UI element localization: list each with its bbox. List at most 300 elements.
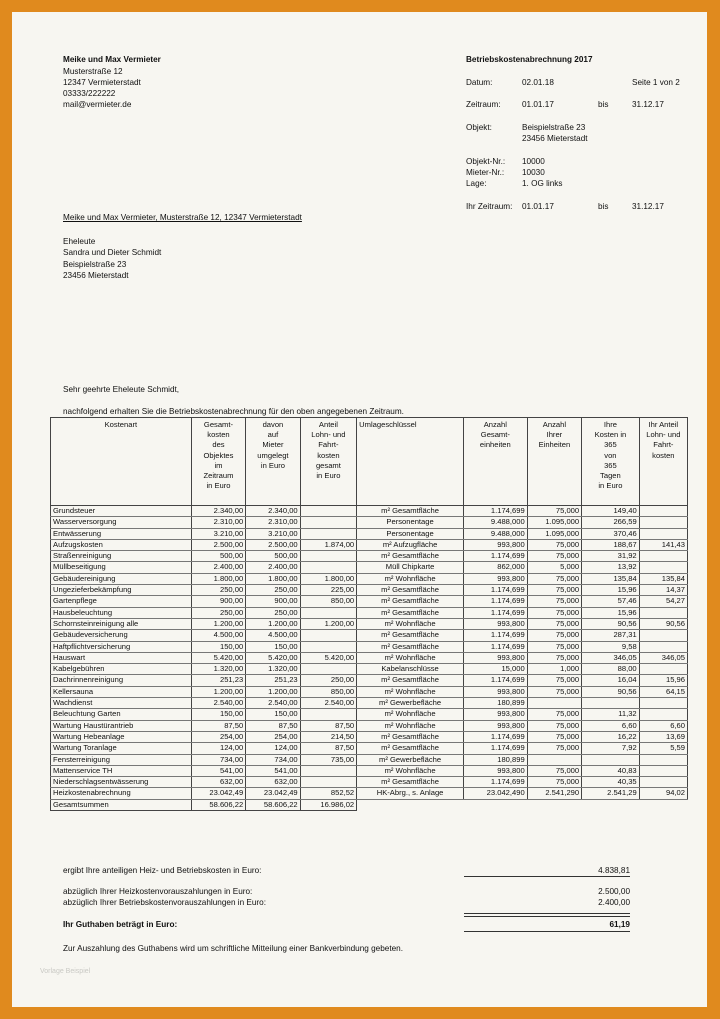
total-gesamtkosten: 58.606,22: [191, 799, 245, 810]
sender-email: mail@vermieter.de: [63, 100, 132, 109]
cell-gesamteinheiten: 1.174,699: [464, 743, 528, 754]
cell-lohnanteil: 225,00: [300, 585, 357, 596]
cell-ihr-lohnanteil: [639, 630, 687, 641]
total-empty-cell: [357, 799, 464, 810]
cell-lohnanteil: 1.874,00: [300, 539, 357, 550]
cell-ihr-lohnanteil: 94,02: [639, 788, 687, 799]
cell-ihr-lohnanteil: 64,15: [639, 686, 687, 697]
datum-label: Datum:: [466, 78, 493, 87]
recipient-line: 23456 Mieterstadt: [63, 271, 129, 280]
mieter-nr: 10030: [522, 168, 545, 177]
zeitraum-to: 31.12.17: [632, 100, 664, 109]
cell-ihr-lohnanteil: 141,43: [639, 539, 687, 550]
divider: [464, 931, 630, 932]
cell-ihre-kosten: 7,92: [582, 743, 640, 754]
cell-gesamtkosten: 1.800,00: [191, 573, 245, 584]
cell-umlageschluessel: m² Gesamtfläche: [357, 607, 464, 618]
table-row: [51, 664, 688, 675]
cell-kostenart: Gebäudeversicherung: [51, 630, 192, 641]
cell-ihre-einheiten: 75,000: [527, 596, 581, 607]
cell-kostenart: Wartung Toranlage: [51, 743, 192, 754]
cell-gesamteinheiten: 1.174,699: [464, 731, 528, 742]
cell-ihr-lohnanteil: [639, 754, 687, 765]
cell-ihr-lohnanteil: [639, 607, 687, 618]
cell-lohnanteil: [300, 551, 357, 562]
objekt-nr-label: Objekt-Nr.:: [466, 157, 506, 166]
table-row: [51, 630, 688, 641]
cell-ihre-kosten: 15,96: [582, 607, 640, 618]
cell-gesamteinheiten: 1.174,699: [464, 506, 528, 517]
heat-advance-value: 2.500,00: [598, 887, 630, 896]
cell-umlageschluessel: m² Gesamtfläche: [357, 731, 464, 742]
table-row: [51, 517, 688, 528]
cell-kostenart: Kabelgebühren: [51, 664, 192, 675]
cell-lohnanteil: [300, 777, 357, 788]
divider: [464, 876, 630, 877]
cell-ihre-einheiten: 1.095,000: [527, 517, 581, 528]
cell-ihre-einheiten: [527, 698, 581, 709]
cell-gesamtkosten: 5.420,00: [191, 652, 245, 663]
cell-umlageschluessel: m² Wohnfläche: [357, 652, 464, 663]
cell-lohnanteil: 214,50: [300, 731, 357, 742]
cell-gesamteinheiten: 1.174,699: [464, 675, 528, 686]
cell-gesamtkosten: 2.500,00: [191, 539, 245, 550]
column-header-gesamteinheiten: Anzahl Gesamt- einheiten: [464, 418, 528, 506]
cell-ihr-lohnanteil: 54,27: [639, 596, 687, 607]
lage-value: 1. OG links: [522, 179, 563, 188]
total-umgelegt: 58.606,22: [246, 799, 300, 810]
cell-ihr-lohnanteil: [639, 506, 687, 517]
cell-gesamteinheiten: 862,000: [464, 562, 528, 573]
cell-ihre-einheiten: [527, 754, 581, 765]
table-row: [51, 731, 688, 742]
cell-gesamteinheiten: 1.174,699: [464, 596, 528, 607]
ihr-zeitraum-label: Ihr Zeitraum:: [466, 202, 513, 211]
cell-kostenart: Niederschlagsentwässerung: [51, 777, 192, 788]
cell-umgelegt: 124,00: [246, 743, 300, 754]
cell-ihre-kosten: 346,05: [582, 652, 640, 663]
cell-ihre-kosten: 266,59: [582, 517, 640, 528]
cell-gesamtkosten: 250,00: [191, 585, 245, 596]
cell-umgelegt: 1.320,00: [246, 664, 300, 675]
credit-label: Ihr Guthaben beträgt in Euro:: [63, 920, 178, 929]
cell-kostenart: Beleuchtung Garten: [51, 709, 192, 720]
cell-gesamteinheiten: 993,800: [464, 709, 528, 720]
cell-umlageschluessel: Kabelanschlüsse: [357, 664, 464, 675]
ihr-zeitraum-to: 31.12.17: [632, 202, 664, 211]
cell-umgelegt: 2.310,00: [246, 517, 300, 528]
cell-gesamteinheiten: 993,800: [464, 720, 528, 731]
cell-ihre-einheiten: 5,000: [527, 562, 581, 573]
total-empty-cell: [639, 799, 687, 810]
table-row: [51, 585, 688, 596]
cell-ihr-lohnanteil: [639, 641, 687, 652]
cell-kostenart: Ungezieferbekämpfung: [51, 585, 192, 596]
cell-umlageschluessel: m² Gesamtfläche: [357, 641, 464, 652]
table-row: [51, 506, 688, 517]
cell-ihre-kosten: 2.541,29: [582, 788, 640, 799]
cell-gesamtkosten: 2.400,00: [191, 562, 245, 573]
page-number: Seite 1 von 2: [632, 78, 680, 87]
cell-ihr-lohnanteil: [639, 765, 687, 776]
cell-ihre-kosten: 16,04: [582, 675, 640, 686]
table-row: [51, 528, 688, 539]
table-row: [51, 788, 688, 799]
cell-umlageschluessel: m² Gesamtfläche: [357, 506, 464, 517]
cell-umgelegt: 251,23: [246, 675, 300, 686]
cell-ihre-einheiten: 75,000: [527, 675, 581, 686]
cell-ihr-lohnanteil: [639, 709, 687, 720]
cell-ihre-einheiten: 75,000: [527, 551, 581, 562]
cell-umlageschluessel: Müll Chipkarte: [357, 562, 464, 573]
cell-ihre-kosten: 9,58: [582, 641, 640, 652]
datum-value: 02.01.18: [522, 78, 554, 87]
document-title: Betriebskostenabrechnung 2017: [466, 55, 593, 64]
cell-gesamtkosten: 23.042,49: [191, 788, 245, 799]
cell-ihre-einheiten: 1,000: [527, 664, 581, 675]
total-empty-cell: [582, 799, 640, 810]
table-row: [51, 607, 688, 618]
cell-lohnanteil: 5.420,00: [300, 652, 357, 663]
cell-ihr-lohnanteil: 90,56: [639, 618, 687, 629]
zeitraum-label: Zeitraum:: [466, 100, 501, 109]
cell-kostenart: Wachdienst: [51, 698, 192, 709]
cell-umgelegt: 23.042,49: [246, 788, 300, 799]
cell-kostenart: Aufzugskosten: [51, 539, 192, 550]
cell-gesamtkosten: 87,50: [191, 720, 245, 731]
table-row: [51, 698, 688, 709]
cell-gesamtkosten: 2.540,00: [191, 698, 245, 709]
divider: [464, 913, 630, 914]
cell-ihr-lohnanteil: [639, 528, 687, 539]
cell-umgelegt: 150,00: [246, 641, 300, 652]
cell-kostenart: Dachrinnenreinigung: [51, 675, 192, 686]
column-header-kostenart: Kostenart: [51, 418, 192, 506]
closing-text: Zur Auszahlung des Guthabens wird um schriftliche Mitteilung einer Bankverbindung gebeten.: [63, 944, 403, 953]
cell-ihr-lohnanteil: [639, 551, 687, 562]
table-row: [51, 562, 688, 573]
table-row: [51, 686, 688, 697]
cell-gesamtkosten: 3.210,00: [191, 528, 245, 539]
cell-umlageschluessel: m² Gesamtfläche: [357, 596, 464, 607]
cell-ihr-lohnanteil: 14,37: [639, 585, 687, 596]
cell-umgelegt: 2.400,00: [246, 562, 300, 573]
sender-name: Meike und Max Vermieter: [63, 55, 161, 64]
cell-lohnanteil: 735,00: [300, 754, 357, 765]
cell-ihre-kosten: 40,35: [582, 777, 640, 788]
cell-gesamteinheiten: 1.174,699: [464, 777, 528, 788]
cell-ihre-kosten: 57,46: [582, 596, 640, 607]
cell-umgelegt: 1.200,00: [246, 618, 300, 629]
recipient-line: Eheleute: [63, 237, 96, 246]
cell-lohnanteil: 1.200,00: [300, 618, 357, 629]
ihr-zeitraum-bis: bis: [598, 202, 609, 211]
op-advance-value: 2.400,00: [598, 898, 630, 907]
cell-gesamtkosten: 2.310,00: [191, 517, 245, 528]
sender-phone: 03333/222222: [63, 89, 116, 98]
cell-lohnanteil: [300, 528, 357, 539]
cell-umgelegt: 250,00: [246, 607, 300, 618]
cell-umlageschluessel: m² Wohnfläche: [357, 686, 464, 697]
cell-lohnanteil: 1.800,00: [300, 573, 357, 584]
cell-ihr-lohnanteil: 6,60: [639, 720, 687, 731]
cell-umlageschluessel: m² Gesamtfläche: [357, 585, 464, 596]
cell-kostenart: Hausbeleuchtung: [51, 607, 192, 618]
cell-umgelegt: 254,00: [246, 731, 300, 742]
cell-ihre-einheiten: 75,000: [527, 630, 581, 641]
cell-ihre-kosten: 90,56: [582, 618, 640, 629]
cell-lohnanteil: 850,00: [300, 596, 357, 607]
cell-ihre-einheiten: 2.541,290: [527, 788, 581, 799]
cell-ihre-kosten: 16,22: [582, 731, 640, 742]
cell-ihre-kosten: 11,32: [582, 709, 640, 720]
cell-umgelegt: 250,00: [246, 585, 300, 596]
cell-ihr-lohnanteil: 5,59: [639, 743, 687, 754]
cell-ihre-kosten: [582, 698, 640, 709]
column-header-ihre-einheiten: Anzahl Ihrer Einheiten: [527, 418, 581, 506]
table-row: [51, 596, 688, 607]
total-lohnanteil: 16.986,02: [300, 799, 357, 810]
cell-kostenart: Kellersauna: [51, 686, 192, 697]
cell-kostenart: Entwässerung: [51, 528, 192, 539]
cell-gesamteinheiten: 993,800: [464, 618, 528, 629]
cell-umlageschluessel: m² Wohnfläche: [357, 720, 464, 731]
cell-ihre-kosten: 88,00: [582, 664, 640, 675]
cell-ihr-lohnanteil: [639, 517, 687, 528]
cell-ihre-einheiten: 75,000: [527, 743, 581, 754]
cell-ihre-kosten: 370,46: [582, 528, 640, 539]
cell-lohnanteil: [300, 641, 357, 652]
cell-ihre-kosten: 15,96: [582, 585, 640, 596]
cell-umlageschluessel: m² Wohnfläche: [357, 765, 464, 776]
cell-umgelegt: 5.420,00: [246, 652, 300, 663]
cell-gesamteinheiten: 993,800: [464, 686, 528, 697]
cell-gesamtkosten: 1.320,00: [191, 664, 245, 675]
total-row: [51, 799, 688, 810]
cell-umlageschluessel: m² Gesamtfläche: [357, 777, 464, 788]
cell-gesamtkosten: 4.500,00: [191, 630, 245, 641]
zeitraum-from: 01.01.17: [522, 100, 554, 109]
cell-gesamtkosten: 541,00: [191, 765, 245, 776]
column-header-umgelegt: davon auf Mieter umgelegt in Euro: [246, 418, 300, 506]
cell-umgelegt: 734,00: [246, 754, 300, 765]
cell-gesamtkosten: 124,00: [191, 743, 245, 754]
cell-gesamteinheiten: 993,800: [464, 765, 528, 776]
cell-kostenart: Wasserversorgung: [51, 517, 192, 528]
cell-gesamteinheiten: 23.042,490: [464, 788, 528, 799]
total-kostenart: Gesamtsummen: [51, 799, 192, 810]
cell-gesamteinheiten: 9.488,000: [464, 528, 528, 539]
cell-gesamtkosten: 1.200,00: [191, 686, 245, 697]
cell-ihr-lohnanteil: 15,96: [639, 675, 687, 686]
cell-gesamtkosten: 2.340,00: [191, 506, 245, 517]
cell-kostenart: Wartung Hebeanlage: [51, 731, 192, 742]
cell-ihre-einheiten: 75,000: [527, 607, 581, 618]
recipient-line: Beispielstraße 23: [63, 260, 127, 269]
cell-ihre-kosten: 188,67: [582, 539, 640, 550]
cell-umgelegt: 900,00: [246, 596, 300, 607]
cell-umlageschluessel: HK-Abrg., s. Anlage: [357, 788, 464, 799]
cell-gesamtkosten: 150,00: [191, 709, 245, 720]
ihr-zeitraum-from: 01.01.17: [522, 202, 554, 211]
cell-gesamtkosten: 254,00: [191, 731, 245, 742]
column-header-lohnanteil: Anteil Lohn- und Fahrt- kosten gesamt in Euro: [300, 418, 357, 506]
cell-umgelegt: 2.500,00: [246, 539, 300, 550]
mieter-nr-label: Mieter-Nr.:: [466, 168, 505, 177]
cell-ihre-einheiten: 1.095,000: [527, 528, 581, 539]
cell-umlageschluessel: m² Gewerbefläche: [357, 698, 464, 709]
cell-ihr-lohnanteil: [639, 777, 687, 788]
cell-gesamteinheiten: 180,899: [464, 698, 528, 709]
cell-umlageschluessel: m² Gewerbefläche: [357, 754, 464, 765]
cell-umgelegt: 1.800,00: [246, 573, 300, 584]
objekt-label: Objekt:: [466, 123, 492, 132]
objekt-line2: 23456 Mieterstadt: [522, 134, 588, 143]
cell-ihre-einheiten: 75,000: [527, 686, 581, 697]
table-row: [51, 765, 688, 776]
zeitraum-bis: bis: [598, 100, 609, 109]
table-row: [51, 754, 688, 765]
cell-kostenart: Schornsteinreinigung alle: [51, 618, 192, 629]
column-header-umlageschluessel: Umlageschlüssel: [357, 418, 464, 506]
cell-umlageschluessel: m² Gesamtfläche: [357, 551, 464, 562]
cell-ihr-lohnanteil: 135,84: [639, 573, 687, 584]
return-address: Meike und Max Vermieter, Musterstraße 12, 12347 Vermieterstadt: [63, 213, 302, 222]
cell-umgelegt: 541,00: [246, 765, 300, 776]
cell-kostenart: Straßenreinigung: [51, 551, 192, 562]
cell-kostenart: Müllbeseitigung: [51, 562, 192, 573]
cell-gesamteinheiten: 993,800: [464, 573, 528, 584]
cell-lohnanteil: 87,50: [300, 720, 357, 731]
cell-gesamtkosten: 734,00: [191, 754, 245, 765]
cell-gesamteinheiten: 180,899: [464, 754, 528, 765]
cell-ihr-lohnanteil: 346,05: [639, 652, 687, 663]
cell-kostenart: Heizkostenabrechnung: [51, 788, 192, 799]
cell-gesamteinheiten: 1.174,699: [464, 630, 528, 641]
column-header-ihre-kosten: Ihre Kosten in 365 von 365 Tagen in Euro: [582, 418, 640, 506]
cell-ihre-einheiten: 75,000: [527, 777, 581, 788]
cell-gesamtkosten: 900,00: [191, 596, 245, 607]
cell-ihr-lohnanteil: 13,69: [639, 731, 687, 742]
cell-umlageschluessel: m² Gesamtfläche: [357, 675, 464, 686]
table-row: [51, 675, 688, 686]
cell-umlageschluessel: m² Wohnfläche: [357, 709, 464, 720]
cell-lohnanteil: [300, 506, 357, 517]
cell-kostenart: Gebäudereinigung: [51, 573, 192, 584]
cell-gesamtkosten: 150,00: [191, 641, 245, 652]
cell-kostenart: Haftpflichtversicherung: [51, 641, 192, 652]
table-row: [51, 743, 688, 754]
cell-ihre-einheiten: 75,000: [527, 720, 581, 731]
cell-umgelegt: 87,50: [246, 720, 300, 731]
cell-lohnanteil: 850,00: [300, 686, 357, 697]
cell-ihre-einheiten: 75,000: [527, 731, 581, 742]
cell-lohnanteil: 87,50: [300, 743, 357, 754]
credit-value: 61,19: [609, 920, 630, 929]
column-header-gesamtkosten: Gesamt- kosten des Objektes im Zeitraum in Euro: [191, 418, 245, 506]
cell-kostenart: Mattenservice TH: [51, 765, 192, 776]
cell-ihre-kosten: 135,84: [582, 573, 640, 584]
cell-ihre-kosten: [582, 754, 640, 765]
table-row: [51, 720, 688, 731]
cell-ihre-einheiten: 75,000: [527, 573, 581, 584]
cell-ihre-kosten: 31,92: [582, 551, 640, 562]
cell-gesamteinheiten: 1.174,699: [464, 641, 528, 652]
table-row: [51, 641, 688, 652]
cell-kostenart: Hauswart: [51, 652, 192, 663]
table-row: [51, 539, 688, 550]
table-row: [51, 709, 688, 720]
cell-ihre-kosten: 40,83: [582, 765, 640, 776]
cell-lohnanteil: 2.540,00: [300, 698, 357, 709]
cell-umlageschluessel: m² Wohnfläche: [357, 618, 464, 629]
table-row: [51, 618, 688, 629]
cell-gesamtkosten: 632,00: [191, 777, 245, 788]
cell-ihre-einheiten: 75,000: [527, 652, 581, 663]
cost-table: [50, 417, 688, 811]
cell-umlageschluessel: Personentage: [357, 517, 464, 528]
intro-text: nachfolgend erhalten Sie die Betriebskostenabrechnung für den oben angegebenen Zeitraum.: [63, 407, 404, 416]
cell-lohnanteil: 852,52: [300, 788, 357, 799]
table-row: [51, 551, 688, 562]
cell-ihre-kosten: 287,31: [582, 630, 640, 641]
cell-gesamteinheiten: 9.488,000: [464, 517, 528, 528]
cell-umlageschluessel: m² Gesamtfläche: [357, 743, 464, 754]
cell-kostenart: Wartung Haustürantrieb: [51, 720, 192, 731]
cell-umgelegt: 632,00: [246, 777, 300, 788]
cell-umlageschluessel: Personentage: [357, 528, 464, 539]
cell-lohnanteil: [300, 517, 357, 528]
cell-kostenart: Fensterreinigung: [51, 754, 192, 765]
cell-gesamtkosten: 500,00: [191, 551, 245, 562]
cell-ihre-einheiten: 75,000: [527, 539, 581, 550]
cell-ihre-kosten: 6,60: [582, 720, 640, 731]
cell-umgelegt: 150,00: [246, 709, 300, 720]
cell-ihre-einheiten: 75,000: [527, 618, 581, 629]
cell-kostenart: Grundsteuer: [51, 506, 192, 517]
cell-ihre-einheiten: 75,000: [527, 585, 581, 596]
objekt-line1: Beispielstraße 23: [522, 123, 586, 132]
sender-street: Musterstraße 12: [63, 67, 123, 76]
table-row: [51, 652, 688, 663]
cell-gesamteinheiten: 1.174,699: [464, 585, 528, 596]
cell-gesamtkosten: 251,23: [191, 675, 245, 686]
watermark: Vorlage Beispiel: [40, 968, 91, 975]
table-row: [51, 777, 688, 788]
cell-ihr-lohnanteil: [639, 698, 687, 709]
total-empty-cell: [464, 799, 528, 810]
cell-umlageschluessel: m² Aufzugfläche: [357, 539, 464, 550]
cell-gesamtkosten: 1.200,00: [191, 618, 245, 629]
cell-ihre-einheiten: 75,000: [527, 506, 581, 517]
cell-lohnanteil: [300, 562, 357, 573]
cell-gesamtkosten: 250,00: [191, 607, 245, 618]
cell-ihre-kosten: 149,40: [582, 506, 640, 517]
divider: [464, 916, 630, 917]
table-header-row: [51, 418, 688, 506]
cell-ihre-einheiten: 75,000: [527, 765, 581, 776]
cell-lohnanteil: [300, 664, 357, 675]
column-header-ihr-lohnanteil: Ihr Anteil Lohn- und Fahrt- kosten: [639, 418, 687, 506]
cell-umlageschluessel: m² Wohnfläche: [357, 573, 464, 584]
cell-umgelegt: 1.200,00: [246, 686, 300, 697]
table-row: [51, 573, 688, 584]
sender-city: 12347 Vermieterstadt: [63, 78, 141, 87]
cell-gesamteinheiten: 993,800: [464, 652, 528, 663]
cell-gesamteinheiten: 993,800: [464, 539, 528, 550]
cell-lohnanteil: [300, 709, 357, 720]
heat-advance-label: abzüglich Ihrer Heizkostenvorauszahlungen in Euro:: [63, 887, 253, 896]
